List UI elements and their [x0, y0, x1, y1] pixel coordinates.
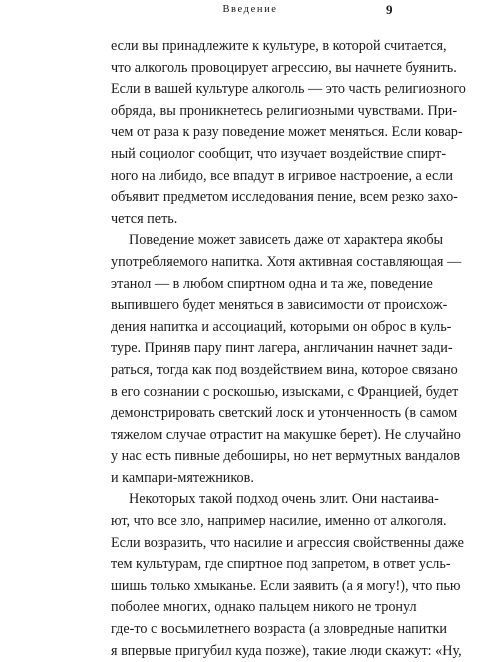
- text-line: и кампари-мятежников.: [111, 469, 254, 486]
- text-line: чем от раза к разу поведение может меняться. Если ковар-: [111, 124, 463, 141]
- text-line: Если возразить, что насилие и агрессия свойственны даже: [111, 534, 464, 551]
- text-line: выпившего будет меняться в зависимости от происхож-: [111, 297, 448, 314]
- text-line: в его сознании с роскошью, изысками, с Францией, будет: [111, 383, 459, 400]
- text-line: Некоторых такой подход очень злит. Они настаива-: [129, 491, 439, 508]
- text-line: объявит предметом исследования пение, всем резко захо-: [111, 189, 458, 206]
- text-line: тем культурам, где спиртное под запретом, в ответ усль-: [111, 556, 451, 573]
- text-line: дения напитка и ассоциаций, которыми он оброс в куль-: [111, 318, 452, 335]
- text-line: туре. Приняв пару пинт лагера, англичанин начнет зади-: [111, 340, 453, 357]
- running-title: Введение: [222, 4, 278, 15]
- text-line: я впервые пригубил куда позже), такие люди скажут: «Ну,: [111, 642, 462, 659]
- text-line: раться, тогда как под воздействием вина, которое связано: [111, 361, 458, 378]
- text-line: ный социолог сообщит, что изучает воздействие спирт-: [111, 145, 447, 162]
- text-line: шишь только хмыканье. Если заявить (а я могу!), что пью: [111, 577, 461, 594]
- text-line: Поведение может зависеть даже от характера якобы: [129, 232, 444, 249]
- text-line: этанол — в любом спиртном одна и та же, поведение: [111, 275, 433, 292]
- paragraph: [111, 489, 464, 662]
- text-line: Если в вашей культуре алкоголь — это часть религиозного: [111, 81, 466, 98]
- paragraph: [111, 36, 466, 230]
- text-line: у нас есть пивные дебоширы, но нет вермутных вандалов: [111, 448, 461, 465]
- text-line: что алкоголь провоцирует агрессию, вы начнете буянить.: [111, 59, 457, 76]
- running-head: [0, 2, 500, 18]
- text-line: употребляемого напитка. Хотя активная составляющая —: [111, 253, 462, 270]
- text-line: ют, что все зло, например насилие, именно от алкоголя.: [111, 513, 447, 530]
- text-line: если вы принадлежите к культуре, в которой считается,: [111, 38, 447, 54]
- text-line: поболее многих, однако пальцем никого не тронул: [111, 599, 417, 616]
- text-line: ного на либидо, все впадут в игривое настроение, а если: [111, 167, 454, 184]
- body-text: [111, 36, 466, 662]
- text-line: тяжелом случае отрастит на макушке берет). Не случайно: [111, 426, 461, 443]
- text-line: где-то с восьмилетнего возраста (а зловредные напитки: [111, 621, 448, 638]
- text-line: чется петь.: [111, 210, 178, 227]
- page-number: 9: [386, 2, 393, 17]
- text-line: демонстрировать светский лоск и утонченность (в самом: [111, 405, 458, 422]
- text-line: обряда, вы проникнетесь религиозными чувствами. При-: [111, 102, 458, 119]
- paragraph: [111, 230, 462, 489]
